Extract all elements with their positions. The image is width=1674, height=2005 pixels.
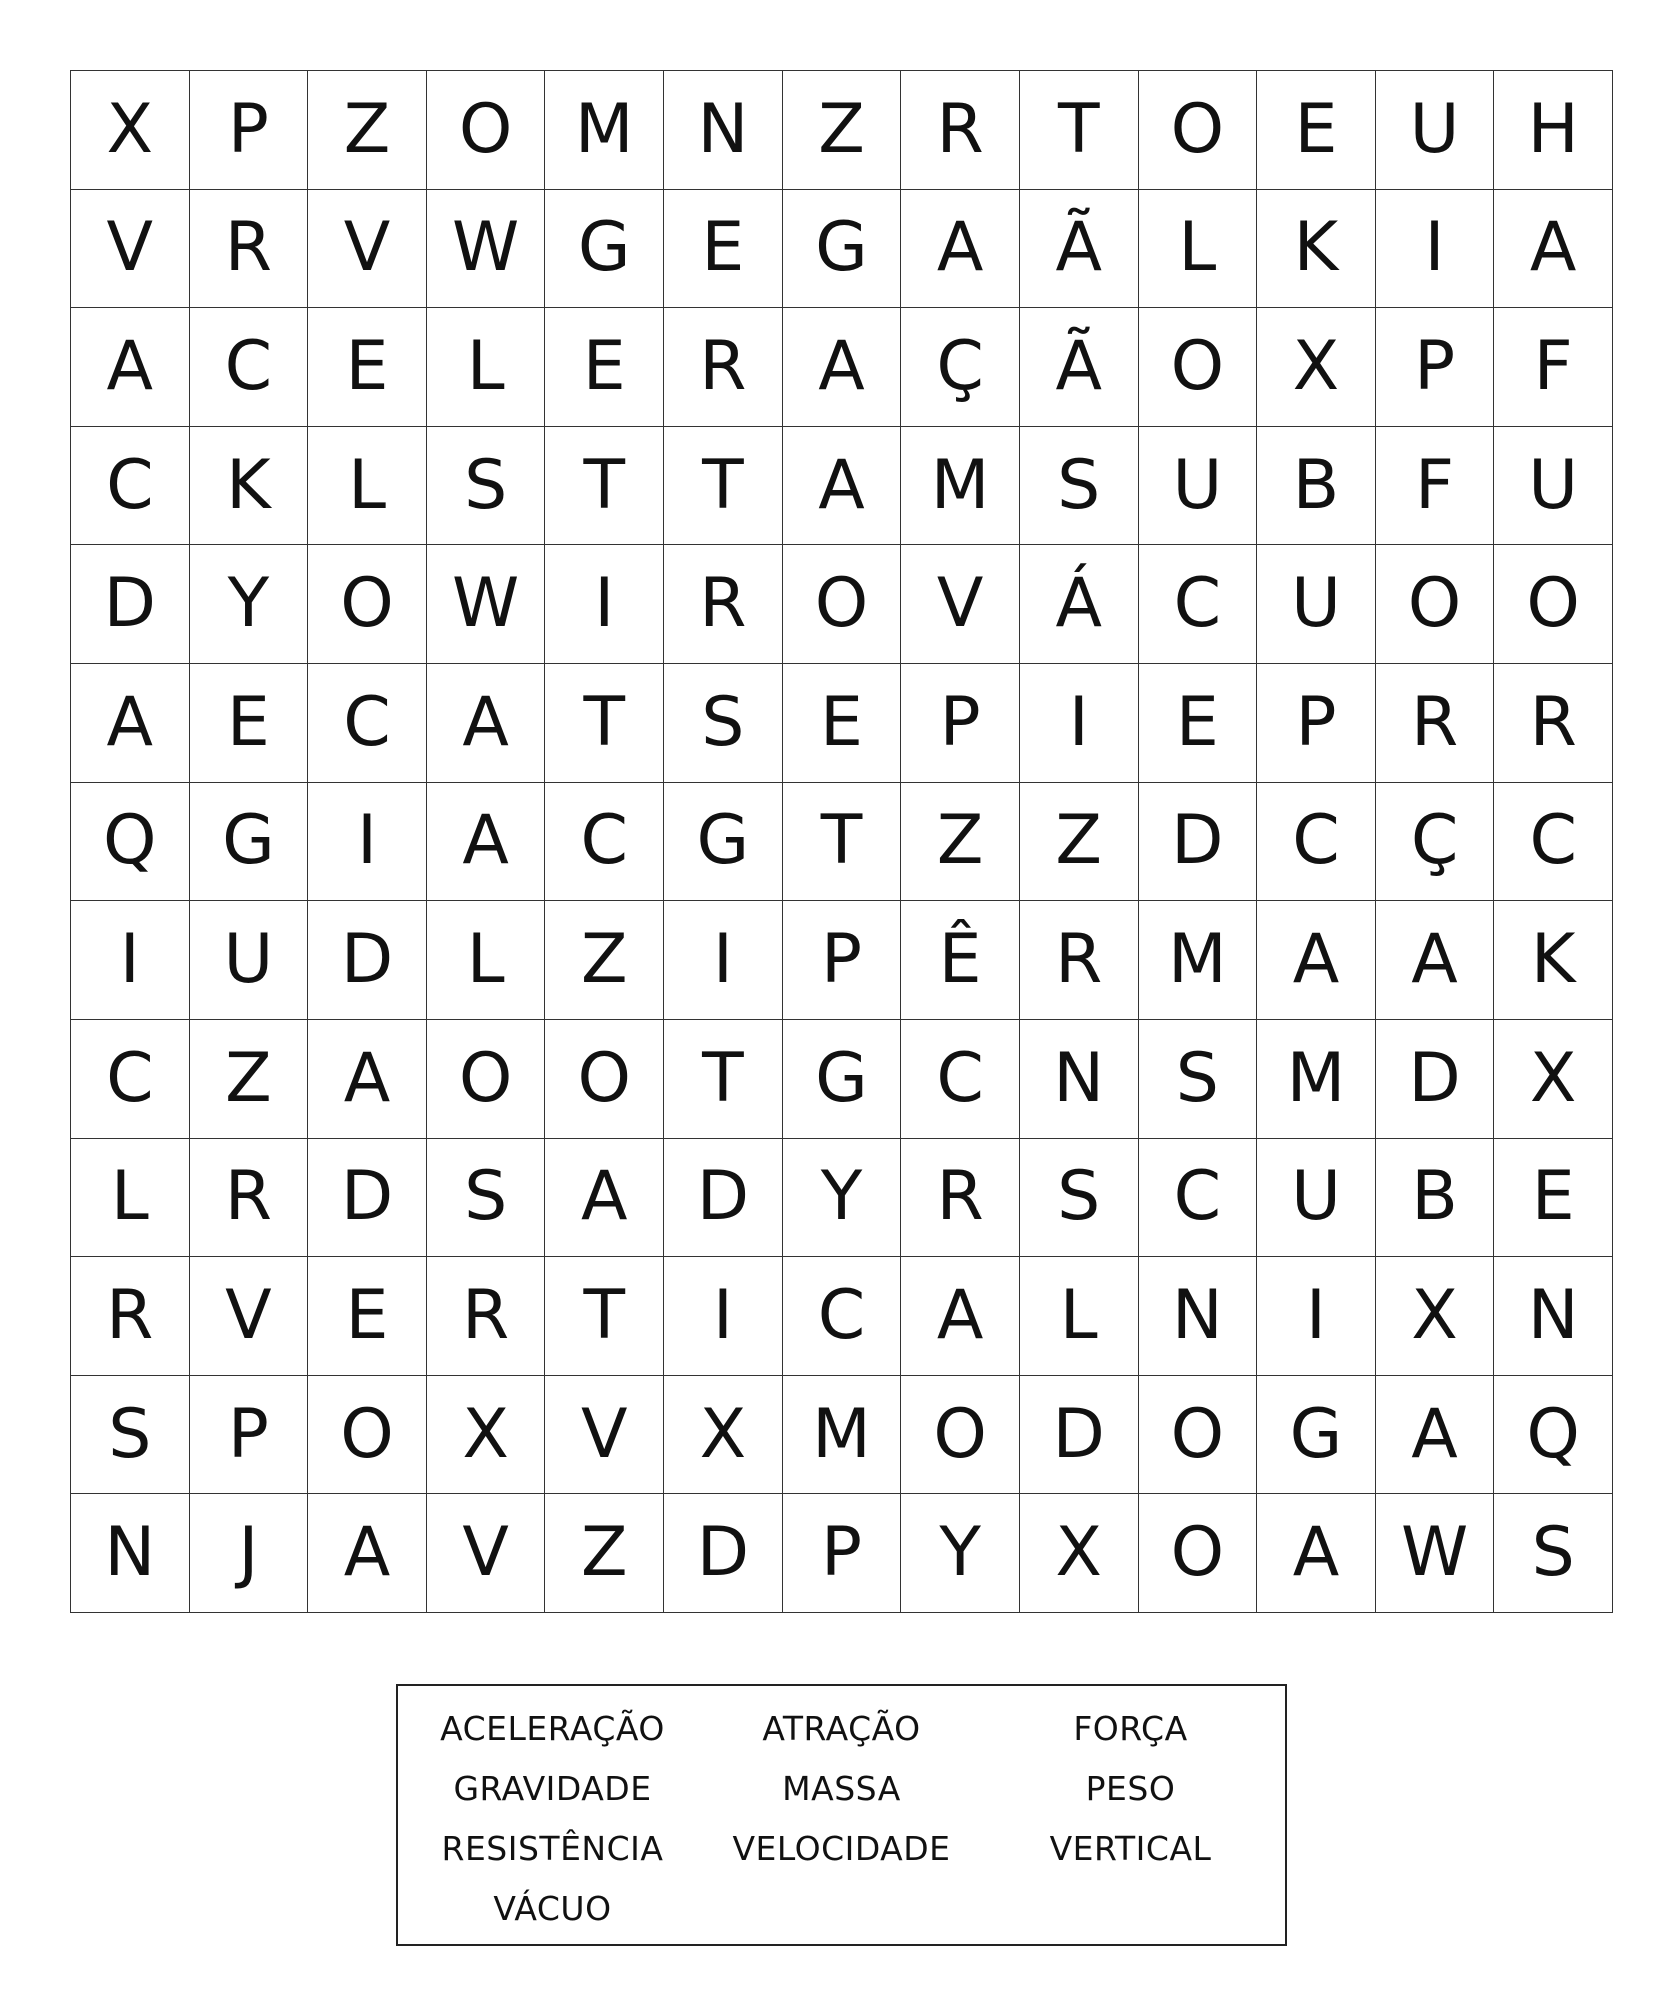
grid-cell[interactable]: O (308, 545, 427, 664)
grid-cell[interactable]: P (901, 664, 1020, 783)
word-list (396, 1684, 1287, 1946)
grid-cell[interactable]: V (427, 1494, 546, 1613)
grid-cell[interactable]: E (1494, 1139, 1613, 1258)
grid-cell[interactable]: X (1494, 1020, 1613, 1139)
grid-cell[interactable]: Z (190, 1020, 309, 1139)
grid-cell[interactable]: Á (1020, 545, 1139, 664)
grid-cell[interactable]: M (1257, 1020, 1376, 1139)
word-list-item: ATRAÇÃO (762, 1709, 921, 1748)
grid-cell[interactable]: A (783, 427, 902, 546)
grid-cell[interactable]: V (545, 1376, 664, 1495)
grid-cell[interactable]: T (545, 1257, 664, 1376)
grid-cell[interactable]: I (71, 901, 190, 1020)
grid-cell[interactable]: G (190, 783, 309, 902)
grid-cell[interactable]: U (1257, 1139, 1376, 1258)
grid-cell[interactable]: P (190, 1376, 309, 1495)
grid-cell[interactable]: O (1139, 308, 1258, 427)
grid-cell[interactable]: N (71, 1494, 190, 1613)
grid-cell[interactable]: E (190, 664, 309, 783)
grid-cell[interactable]: O (545, 1020, 664, 1139)
grid-cell[interactable]: V (308, 190, 427, 309)
grid-cell[interactable]: X (71, 71, 190, 190)
grid-cell[interactable]: R (664, 308, 783, 427)
grid-cell[interactable]: S (664, 664, 783, 783)
grid-cell[interactable]: Z (1020, 783, 1139, 902)
grid-cell[interactable]: R (1020, 901, 1139, 1020)
grid-cell[interactable]: C (71, 427, 190, 546)
grid-cell[interactable]: A (1376, 901, 1495, 1020)
grid-cell[interactable]: S (427, 427, 546, 546)
grid-cell[interactable]: L (1020, 1257, 1139, 1376)
grid-cell[interactable]: O (783, 545, 902, 664)
grid-cell[interactable]: C (1494, 783, 1613, 902)
grid-cell[interactable]: D (308, 1139, 427, 1258)
grid-cell[interactable]: C (545, 783, 664, 902)
grid-cell[interactable]: V (190, 1257, 309, 1376)
grid-cell[interactable]: C (783, 1257, 902, 1376)
grid-cell[interactable]: R (190, 1139, 309, 1258)
grid-cell[interactable]: A (1257, 1494, 1376, 1613)
grid-cell[interactable]: A (308, 1020, 427, 1139)
grid-cell[interactable]: M (901, 427, 1020, 546)
grid-cell[interactable]: Z (545, 1494, 664, 1613)
grid-cell[interactable]: Ã (1020, 308, 1139, 427)
grid-cell[interactable]: A (1257, 901, 1376, 1020)
grid-cell[interactable]: U (1139, 427, 1258, 546)
grid-cell[interactable]: L (308, 427, 427, 546)
word-list-item: ACELERAÇÃO (440, 1709, 665, 1748)
grid-cell[interactable]: N (1139, 1257, 1258, 1376)
grid-cell[interactable]: S (71, 1376, 190, 1495)
grid-cell[interactable]: Y (783, 1139, 902, 1258)
grid-cell[interactable]: R (71, 1257, 190, 1376)
grid-cell[interactable]: V (901, 545, 1020, 664)
word-list-item: PESO (1085, 1769, 1176, 1808)
grid-cell[interactable]: Q (71, 783, 190, 902)
grid-cell[interactable]: R (901, 1139, 1020, 1258)
grid-cell[interactable]: G (664, 783, 783, 902)
grid-cell[interactable]: O (427, 71, 546, 190)
grid-cell[interactable]: A (427, 664, 546, 783)
grid-cell[interactable]: Ç (901, 308, 1020, 427)
grid-cell[interactable]: L (427, 901, 546, 1020)
grid-cell[interactable]: T (545, 664, 664, 783)
grid-cell[interactable]: D (308, 901, 427, 1020)
grid-cell[interactable]: D (1139, 783, 1258, 902)
grid-cell[interactable]: D (1376, 1020, 1495, 1139)
grid-cell[interactable]: T (783, 783, 902, 902)
grid-cell[interactable]: G (1257, 1376, 1376, 1495)
grid-cell[interactable]: U (1257, 545, 1376, 664)
grid-cell[interactable]: D (71, 545, 190, 664)
grid-cell[interactable]: U (190, 901, 309, 1020)
grid-cell[interactable]: P (783, 1494, 902, 1613)
grid-cell[interactable]: O (1139, 1494, 1258, 1613)
grid-cell[interactable]: Y (190, 545, 309, 664)
grid-cell[interactable]: Y (901, 1494, 1020, 1613)
grid-cell[interactable]: I (1020, 664, 1139, 783)
grid-cell[interactable]: X (664, 1376, 783, 1495)
grid-cell[interactable]: E (545, 308, 664, 427)
grid-cell[interactable]: O (1376, 545, 1495, 664)
grid-cell[interactable]: J (190, 1494, 309, 1613)
grid-cell[interactable]: C (901, 1020, 1020, 1139)
grid-cell[interactable]: W (1376, 1494, 1495, 1613)
grid-cell[interactable]: M (783, 1376, 902, 1495)
grid-cell[interactable]: P (190, 71, 309, 190)
grid-cell[interactable]: A (427, 783, 546, 902)
grid-cell[interactable]: R (901, 71, 1020, 190)
grid-cell[interactable]: D (1020, 1376, 1139, 1495)
grid-cell[interactable]: K (1494, 901, 1613, 1020)
grid-cell[interactable]: V (71, 190, 190, 309)
grid-cell[interactable]: G (783, 190, 902, 309)
grid-cell[interactable]: C (1139, 545, 1258, 664)
grid-cell[interactable]: N (1494, 1257, 1613, 1376)
grid-cell[interactable]: I (664, 1257, 783, 1376)
grid-cell[interactable]: R (1376, 664, 1495, 783)
grid-cell[interactable]: G (783, 1020, 902, 1139)
grid-cell[interactable]: K (190, 427, 309, 546)
grid-cell[interactable]: K (1257, 190, 1376, 309)
grid-cell[interactable]: X (427, 1376, 546, 1495)
grid-cell[interactable]: C (71, 1020, 190, 1139)
grid-cell[interactable]: A (901, 1257, 1020, 1376)
grid-cell[interactable]: R (664, 545, 783, 664)
grid-cell[interactable]: I (1376, 190, 1495, 309)
grid-cell[interactable]: T (664, 427, 783, 546)
grid-cell[interactable]: Ã (1020, 190, 1139, 309)
grid-cell[interactable]: B (1376, 1139, 1495, 1258)
grid-cell[interactable]: T (1020, 71, 1139, 190)
grid-cell[interactable]: Z (783, 71, 902, 190)
grid-cell[interactable]: Z (901, 783, 1020, 902)
grid-cell[interactable]: F (1376, 427, 1495, 546)
word-list-item: VELOCIDADE (732, 1829, 951, 1868)
word-list-item: FORÇA (1073, 1709, 1188, 1748)
grid-cell[interactable]: N (664, 71, 783, 190)
grid-cell[interactable]: A (783, 308, 902, 427)
grid-cell[interactable]: P (1376, 308, 1495, 427)
grid-cell[interactable]: A (1494, 190, 1613, 309)
grid-cell[interactable]: S (1020, 1139, 1139, 1258)
grid-cell[interactable]: D (664, 1139, 783, 1258)
grid-cell[interactable]: E (308, 1257, 427, 1376)
grid-cell[interactable]: E (1139, 664, 1258, 783)
grid-cell[interactable]: U (1376, 71, 1495, 190)
grid-cell[interactable]: G (545, 190, 664, 309)
grid-cell[interactable]: E (1257, 71, 1376, 190)
grid-cell[interactable]: C (308, 664, 427, 783)
grid-cell[interactable]: A (71, 308, 190, 427)
grid-cell[interactable]: I (308, 783, 427, 902)
grid-cell[interactable]: D (664, 1494, 783, 1613)
grid-cell[interactable]: Z (308, 71, 427, 190)
grid-cell[interactable]: U (1494, 427, 1613, 546)
grid-cell[interactable]: X (1376, 1257, 1495, 1376)
grid-cell[interactable]: R (1494, 664, 1613, 783)
grid-cell[interactable]: O (1139, 71, 1258, 190)
word-list-item: RESISTÊNCIA (441, 1829, 664, 1868)
grid-cell[interactable]: E (664, 190, 783, 309)
grid-cell[interactable]: I (545, 545, 664, 664)
grid-cell[interactable]: A (901, 190, 1020, 309)
grid-cell[interactable]: O (1494, 545, 1613, 664)
grid-cell[interactable]: S (1020, 427, 1139, 546)
grid-cell[interactable]: Ç (1376, 783, 1495, 902)
grid-cell[interactable]: Ê (901, 901, 1020, 1020)
grid-cell[interactable]: W (427, 190, 546, 309)
grid-cell[interactable]: W (427, 545, 546, 664)
grid-cell[interactable]: P (1257, 664, 1376, 783)
grid-cell[interactable]: L (427, 308, 546, 427)
grid-cell[interactable]: O (1139, 1376, 1258, 1495)
grid-cell[interactable]: O (901, 1376, 1020, 1495)
word-list-item: VERTICAL (1049, 1829, 1212, 1868)
grid-cell[interactable]: S (1494, 1494, 1613, 1613)
grid-cell[interactable]: O (308, 1376, 427, 1495)
letter-grid (70, 70, 1613, 1613)
word-list-item: VÁCUO (493, 1889, 612, 1928)
grid-cell[interactable]: M (1139, 901, 1258, 1020)
grid-cell[interactable]: Q (1494, 1376, 1613, 1495)
grid-cell[interactable]: L (1139, 190, 1258, 309)
grid-cell[interactable]: L (71, 1139, 190, 1258)
grid-cell[interactable]: N (1020, 1020, 1139, 1139)
grid-cell[interactable]: I (664, 901, 783, 1020)
grid-cell[interactable]: E (783, 664, 902, 783)
grid-cell[interactable]: C (1257, 783, 1376, 902)
grid-cell[interactable]: O (427, 1020, 546, 1139)
grid-cell[interactable]: I (1257, 1257, 1376, 1376)
grid-cell[interactable]: A (71, 664, 190, 783)
grid-cell[interactable]: T (545, 427, 664, 546)
grid-cell[interactable]: A (545, 1139, 664, 1258)
grid-cell[interactable]: R (190, 190, 309, 309)
grid-cell[interactable]: R (427, 1257, 546, 1376)
grid-cell[interactable]: X (1020, 1494, 1139, 1613)
grid-cell[interactable]: C (1139, 1139, 1258, 1258)
grid-cell[interactable]: X (1257, 308, 1376, 427)
word-list-item: GRAVIDADE (453, 1769, 652, 1808)
grid-cell[interactable]: H (1494, 71, 1613, 190)
grid-cell[interactable]: Z (545, 901, 664, 1020)
grid-cell[interactable]: S (427, 1139, 546, 1258)
grid-cell[interactable]: F (1494, 308, 1613, 427)
grid-cell[interactable]: A (308, 1494, 427, 1613)
word-list-item: MASSA (782, 1769, 901, 1808)
grid-cell[interactable]: E (308, 308, 427, 427)
grid-cell[interactable]: T (664, 1020, 783, 1139)
grid-cell[interactable]: M (545, 71, 664, 190)
grid-cell[interactable]: P (783, 901, 902, 1020)
grid-cell[interactable]: B (1257, 427, 1376, 546)
grid-cell[interactable]: S (1139, 1020, 1258, 1139)
grid-cell[interactable]: A (1376, 1376, 1495, 1495)
grid-cell[interactable]: C (190, 308, 309, 427)
